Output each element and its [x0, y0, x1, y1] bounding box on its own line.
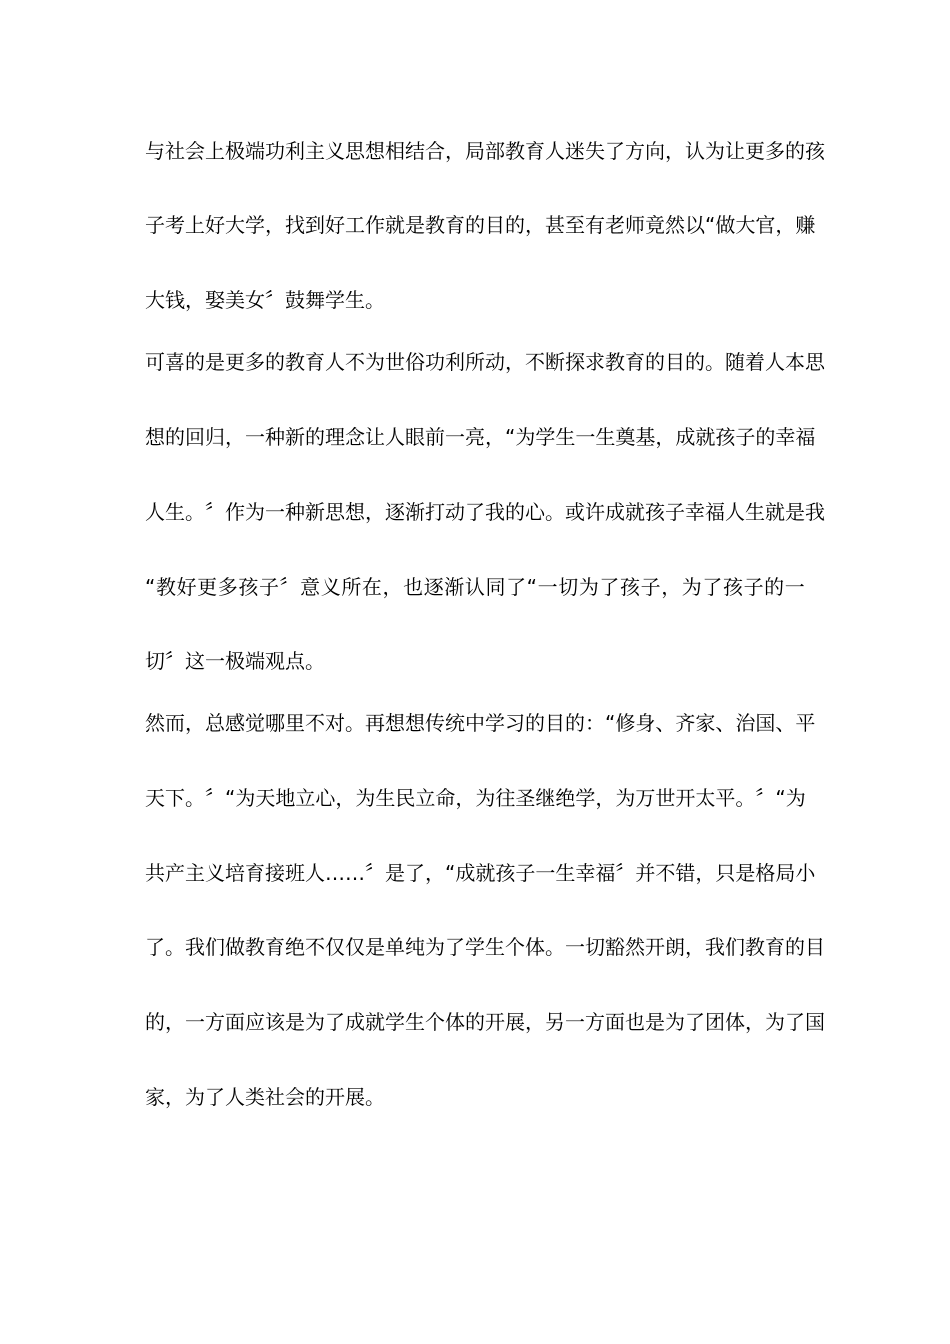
text-line: 然 而 ， 总 感 觉 哪 里 不 对 。 再 想 想 传 统 中 学 习 的 目 的 ： “ 修 身 、 齐 家 、 治 国 、 平: [145, 711, 816, 735]
text-line: 可 喜 的 是 更 多 的 教 育 人 不 为 世 俗 功 利 所 动 ， 不 断 探 求 教 育 的 目 的 。 随 着 人 本 思: [145, 350, 825, 374]
text-line: 想 的 回 归 ， 一 种 新 的 理 念 让 人 眼 前 一 亮 ， “ 为 学 生 一 生 奠 基 ， 成 就 孩 子 的 幸 福: [145, 425, 816, 449]
text-line: 切〞这一极端观点。: [145, 649, 325, 673]
text-line: “ 教 好 更 多 孩 子 〞 意 义 所 在 ， 也 逐 渐 认 同 了 “ 一 切 为 了 孩 子 ， 为 了 孩 子 的 一: [145, 575, 805, 599]
text-line: 大钱，娶美女〞鼓舞学生。: [145, 288, 385, 312]
text-line: 家，为了人类社会的开展。: [145, 1085, 385, 1109]
text-line: 与 社 会 上 极 端 功 利 主 义 思 想 相 结 合 ， 局 部 教 育 人 迷 失 了 方 向 ， 认 为 让 更 多 的 孩: [145, 139, 825, 163]
text-line: 天 下 。 〞 “ 为 天 地 立 心 ， 为 生 民 立 命 ， 为 往 圣 继 绝 学 ， 为 万 世 开 太 平 。 〞 “ 为: [145, 786, 806, 810]
text-line: 的 ， 一 方 面 应 该 是 为 了 成 就 学 生 个 体 的 开 展 ， 另 一 方 面 也 是 为 了 团 体 ， 为 了 国: [145, 1010, 825, 1034]
text-line: 子 考 上 好 大 学 ， 找 到 好 工 作 就 是 教 育 的 目 的 ， 甚 至 有 老 师 竟 然 以 “ 做 大 官 ， 赚: [145, 213, 816, 237]
text-line: 共 产 主 义 培 育 接 班 人 … … 〞 是 了 ， “ 成 就 孩 子 一 生 幸 福 〞 并 不 错 ， 只 是 格 局 小: [145, 861, 816, 885]
text-line: 人 生 。 〞 作 为 一 种 新 思 想 ， 逐 渐 打 动 了 我 的 心 。 或 许 成 就 孩 子 幸 福 人 生 就 是 我: [145, 500, 825, 524]
text-line: 了 。 我 们 做 教 育 绝 不 仅 仅 是 单 纯 为 了 学 生 个 体 。 一 切 豁 然 开 朗 ， 我 们 教 育 的 目: [145, 935, 825, 959]
